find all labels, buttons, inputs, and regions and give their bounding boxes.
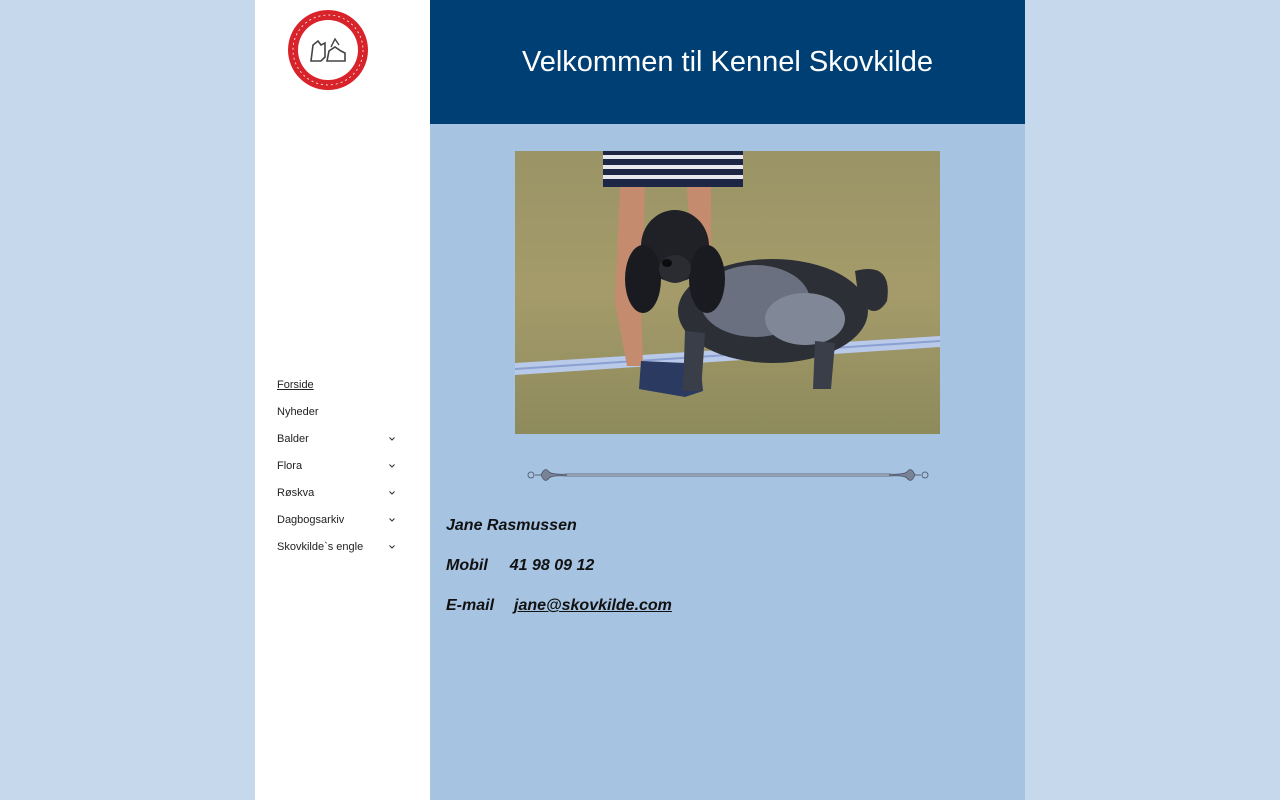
mobile-value: 41 98 09 12 xyxy=(509,557,595,574)
contact-info xyxy=(446,517,672,637)
page-header xyxy=(430,0,1025,124)
nav-item-roskva[interactable] xyxy=(277,479,417,506)
nav-item-label: Røskva xyxy=(277,486,315,499)
nav-item-label: Flora xyxy=(277,459,303,472)
nav-item-dagbogsarkiv[interactable] xyxy=(277,506,417,533)
nav-item-balder[interactable] xyxy=(277,425,417,452)
nav-item-label: Skovkilde`s engle xyxy=(277,540,364,553)
contact-mobile xyxy=(446,557,672,575)
contact-email xyxy=(446,597,672,615)
nav-item-flora[interactable] xyxy=(277,452,417,479)
chevron-down-icon[interactable] xyxy=(387,461,397,471)
chevron-down-icon[interactable] xyxy=(387,434,397,444)
nav-item-label: Nyheder xyxy=(277,405,319,418)
contact-name: Jane Rasmussen xyxy=(446,517,577,534)
nav-item-label: Dagbogsarkiv xyxy=(277,513,345,526)
dkk-badge-icon xyxy=(285,9,371,91)
ornamental-divider-icon xyxy=(527,464,929,486)
email-label: E-mail xyxy=(446,597,495,614)
cocker-spaniel-image xyxy=(515,151,940,434)
sidebar xyxy=(255,0,430,800)
chevron-down-icon[interactable] xyxy=(387,488,397,498)
main-content xyxy=(430,0,1025,800)
dog-photo xyxy=(515,151,940,434)
nav-item-forside[interactable] xyxy=(277,371,417,398)
nav-item-nyheder[interactable] xyxy=(277,398,417,425)
nav-item-skovkildes-engle[interactable] xyxy=(277,533,417,560)
logo[interactable] xyxy=(285,9,371,91)
page-title: Velkommen til Kennel Skovkilde xyxy=(521,45,934,78)
chevron-down-icon[interactable] xyxy=(387,515,397,525)
main-navigation xyxy=(277,371,417,560)
nav-item-label: Balder xyxy=(277,432,309,445)
email-link[interactable]: jane@skovkilde.com xyxy=(514,597,672,614)
nav-item-label: Forside xyxy=(277,378,314,391)
chevron-down-icon[interactable] xyxy=(387,542,397,552)
mobile-label: Mobil xyxy=(446,557,488,574)
